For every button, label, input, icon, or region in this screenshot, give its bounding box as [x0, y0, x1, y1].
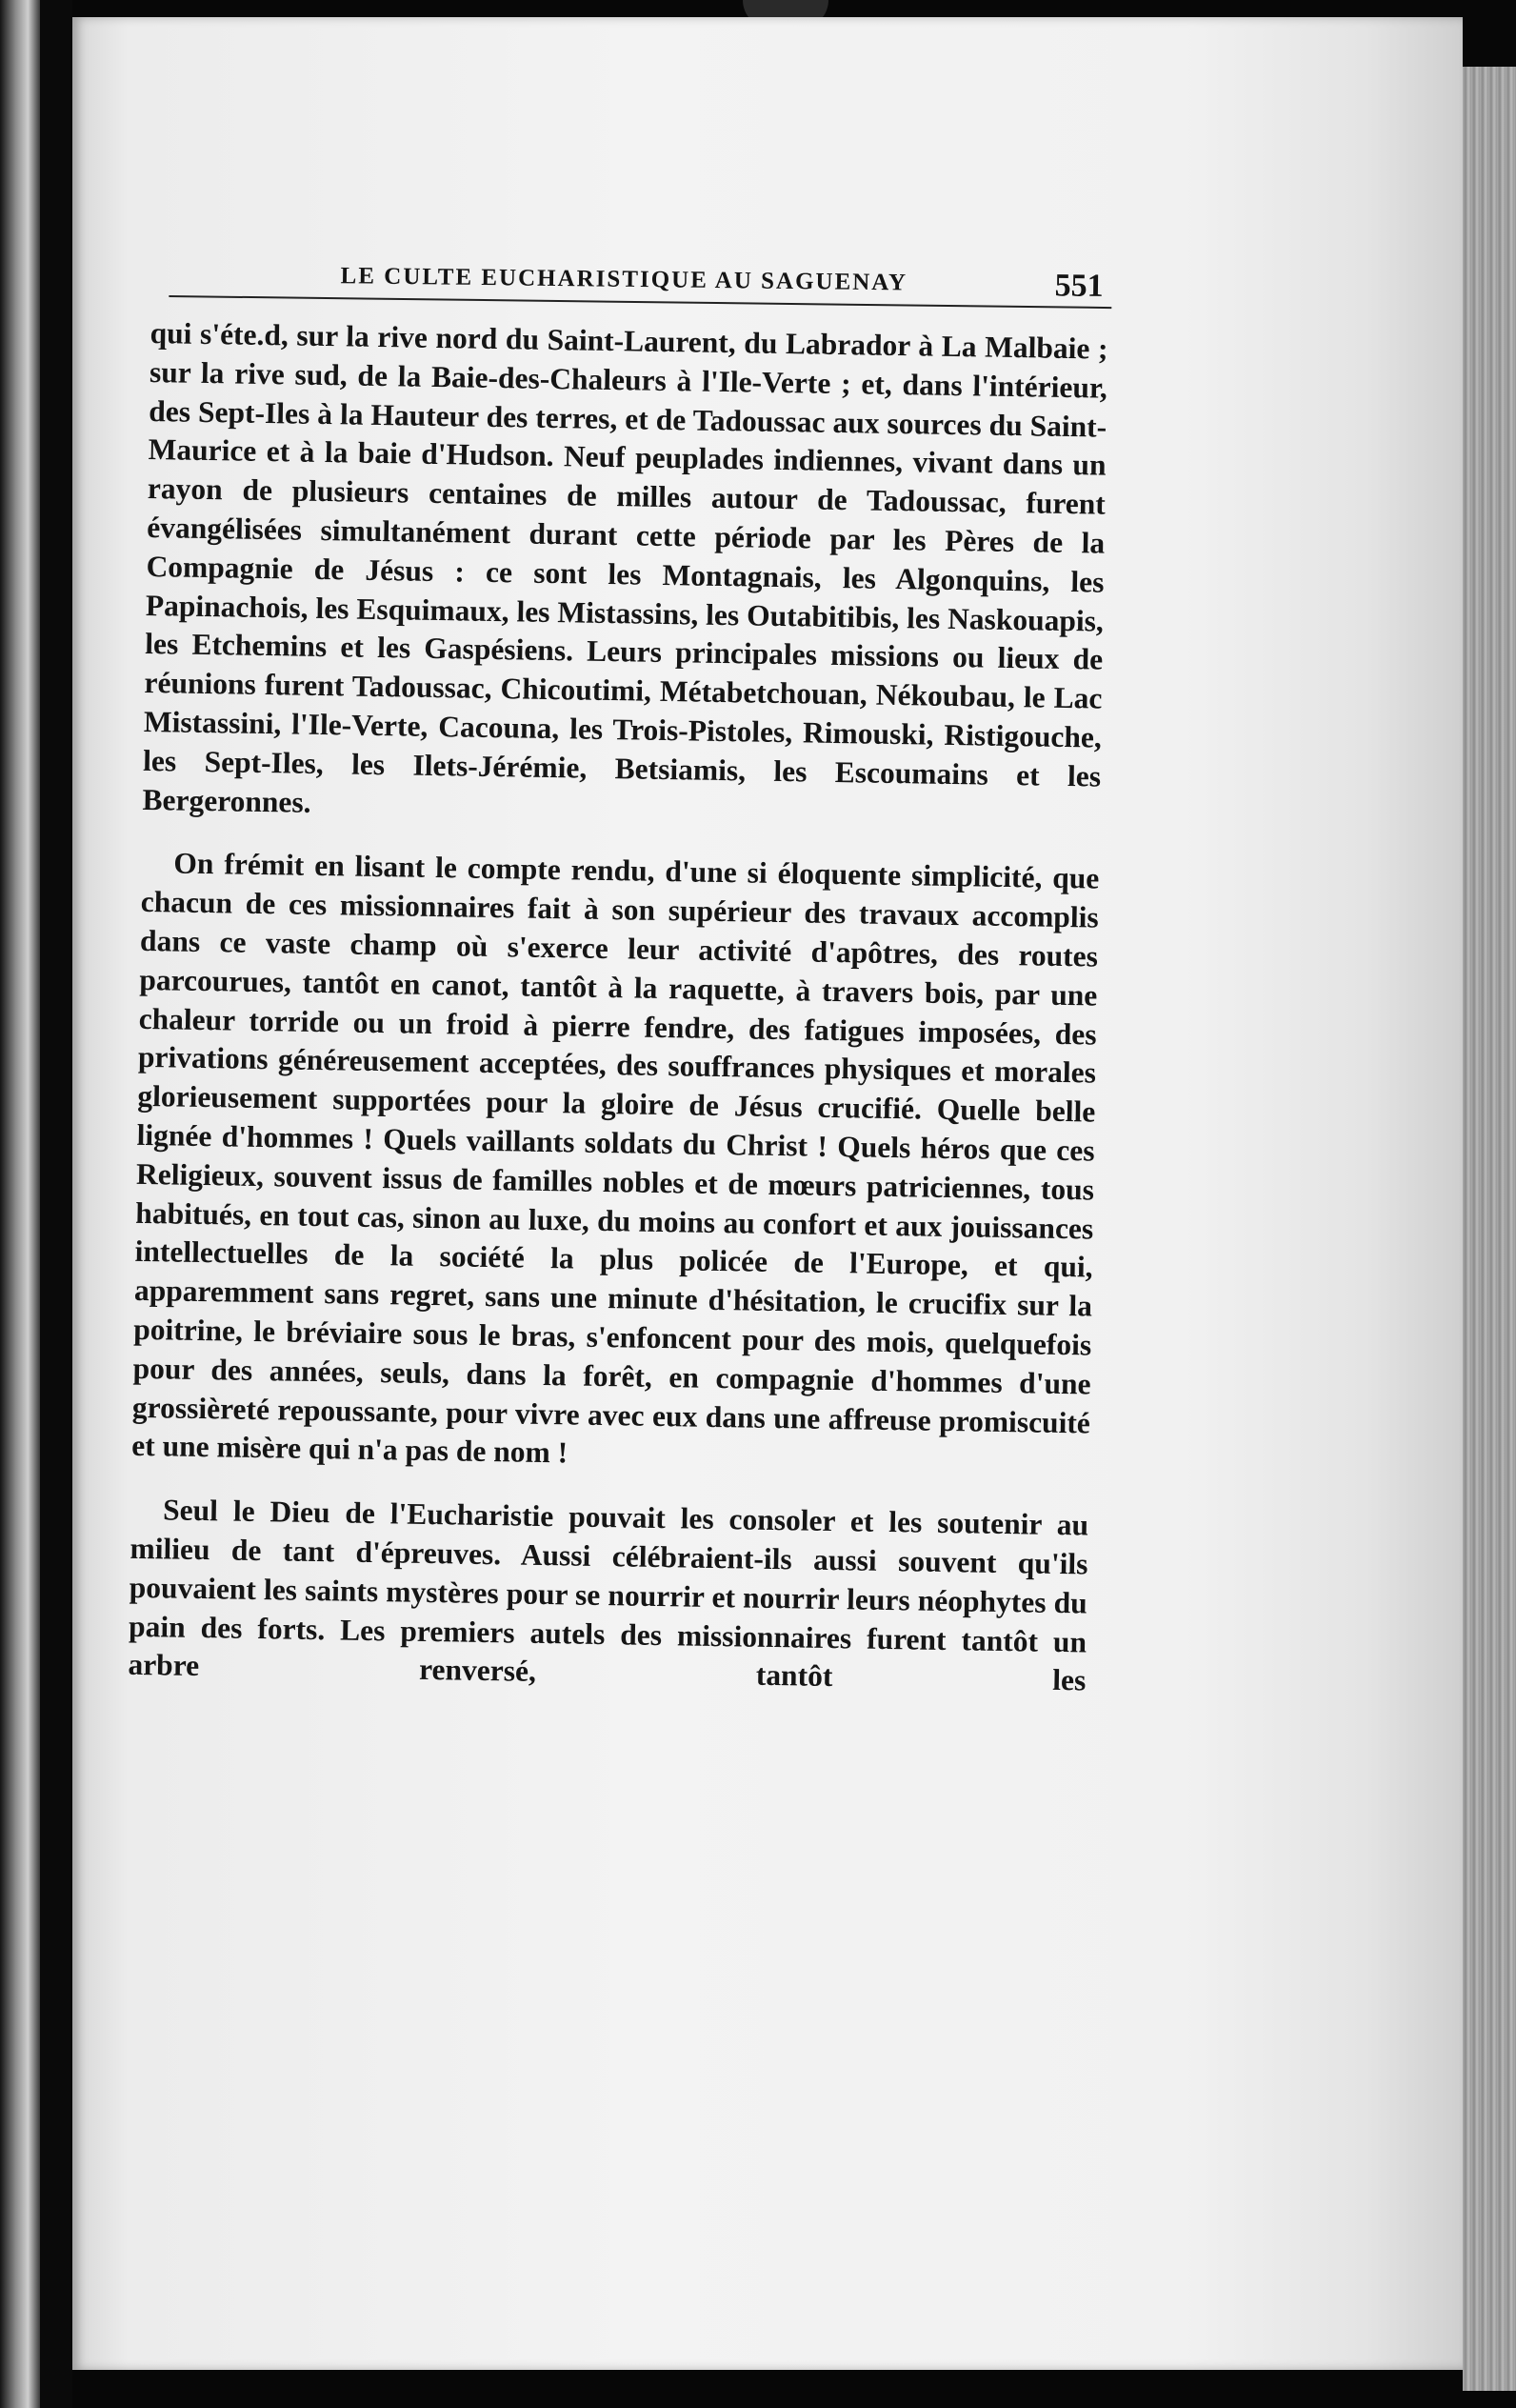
previous-page-edge	[0, 0, 40, 2408]
page-number: 551	[1054, 268, 1104, 304]
book-gutter	[40, 0, 72, 2408]
paragraph-2: On frémit en lisant le compte rendu, d'une si éloquente simplicité, que chacun de ces missionnaires fait à son supérieur des travaux accomplis dans ce vaste champ où s'exerce leur activité d'apôtres, des routes parcourues, tantôt en canot, tantôt à la raquette, à travers bois, par une chaleur torride ou un froid à pierre fendre, des fatigues imposées, des privations généreusement acceptées, des souffrances physiques et morales glorieusement supportées pour la gloire de Jésus crucifié. Quelle belle lignée d'hommes ! Quels vaillants soldats du Christ ! Quels héros que ces Religieux, souvent issus de familles nobles et de mœurs patriciennes, tous habitués, en tout cas, sinon au luxe, du moins au confort et aux jouissances intellectuelles de la société la plus policée de l'Europe, et qui, apparemment sans regret, sans une minute d'hésitation, le crucifix sur la poitrine, le bréviaire sous le bras, s'enfoncent pour des mois, quelquefois pour des années, seuls, dans la forêt, en compagnie d'hommes d'une grossièreté repoussante, pour vivre avec eux dans une affreuse promiscuité et une misère qui n'a pas de nom !	[131, 846, 1100, 1470]
running-head: LE CULTE EUCHARISTIQUE AU SAGUENAY	[340, 263, 908, 296]
page-body	[128, 314, 1108, 1701]
page-edges	[1463, 67, 1516, 2391]
paragraph-3: Seul le Dieu de l'Eucharistie pouvait les consoler et les soutenir au milieu de tant d'épreuves. Aussi célébraient-ils aussi souvent qu'ils pouvaient les saints mystères pour se nourrir et nourrir leurs néophytes du pain des forts. Les premiers autels des missionnaires furent tantôt un arbre renversé, tantôt les	[128, 1493, 1089, 1697]
page-header	[169, 248, 1122, 316]
paragraph-1: qui s'éte.d, sur la rive nord du Saint-Laurent, du Labrador à La Malbaie ; sur la rive sud, de la Baie-des-Chaleurs à l'Ile-Verte ; et, dans l'intérieur, des Sept-Iles à la Hauteur des terres, et de Tadoussac aux sources du Saint-Maurice et à la baie d'Hudson. Neuf peuplades indiennes, vivant dans un rayon de plusieurs centaines de milles autour de Tadoussac, furent évangélisées simultanément durant cette période par les Pères de la Compagnie de Jésus : ce sont les Montagnais, les Algonquins, les Papinachois, les Esquimaux, les Mistassins, les Outabitibis, les Naskouapis, les Etchemins et les Gaspésiens. Leurs principales missions ou lieux de réunions furent Tadoussac, Chicoutimi, Métabetchouan, Nékoubau, le Lac Mistassini, l'Ile-Verte, Cacouna, les Trois-Pistoles, Rimouski, Ristigouche, les Sept-Iles, les Ilets-Jérémie, Betsiamis, les Escoumains et les Bergeronnes.	[142, 315, 1108, 819]
